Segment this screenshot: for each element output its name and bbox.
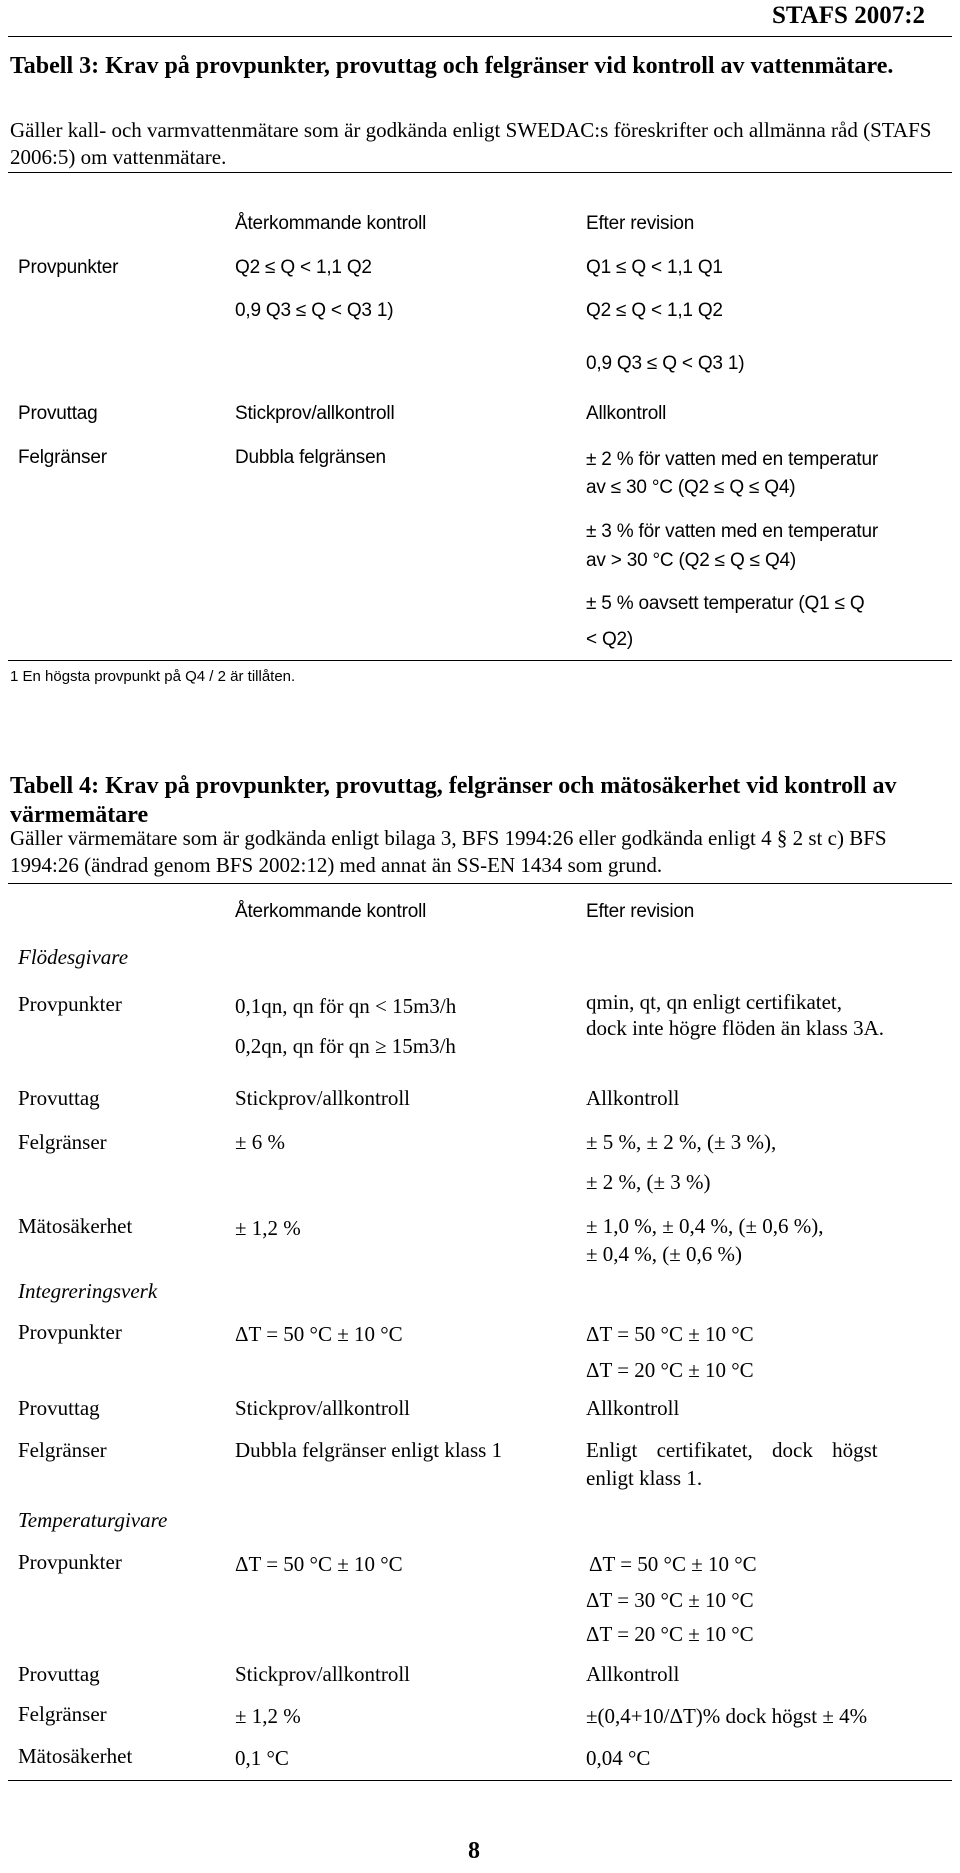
- page-number: 8: [468, 1838, 480, 1864]
- flode-revision-matosakerhet-1: ± 1,0 %, ± 0,4 %, (± 0,6 %),: [586, 1214, 824, 1238]
- table3-revision-limit-1b: av ≤ 30 °C (Q2 ≤ Q ≤ Q4): [586, 477, 796, 498]
- flode-revision-matosakerhet-2: ± 0,4 %, (± 0,6 %): [586, 1242, 743, 1266]
- temp-label-provuttag: Provuttag: [18, 1662, 100, 1686]
- table3-revision-limit-3b: < Q2): [586, 629, 634, 650]
- header-rule: [8, 36, 952, 37]
- flode-revision-felgranser-1: ± 5 %, ± 2 %, (± 3 %),: [586, 1130, 777, 1154]
- flode-recurring-point-1: 0,1qn, qn för qn < 15m3/h: [235, 994, 457, 1018]
- table3-recurring-point-2: 0,9 Q3 ≤ Q < Q3 1): [235, 300, 394, 321]
- integ-label-provuttag: Provuttag: [18, 1396, 100, 1420]
- section-heading-temperaturgivare: Temperaturgivare: [18, 1508, 168, 1532]
- table3-label-felgranser: Felgränser: [18, 447, 107, 468]
- section-heading-flodesgivare: Flödesgivare: [18, 945, 129, 969]
- integ-revision-felgranser-2: enligt klass 1.: [586, 1466, 703, 1490]
- flode-revision-point-2: dock inte högre flöden än klass 3A.: [586, 1016, 885, 1040]
- flode-revision-provuttag: Allkontroll: [586, 1086, 680, 1110]
- section-heading-integreringsverk: Integreringsverk: [18, 1279, 158, 1303]
- temp-revision-point-2: ΔT = 30 °C ± 10 °C: [586, 1588, 754, 1612]
- table3-col-recurring: Återkommande kontroll: [235, 213, 427, 234]
- table3-revision-provuttag: Allkontroll: [586, 403, 667, 424]
- table4-col-revision: Efter revision: [586, 901, 695, 922]
- table4-title: Tabell 4: Krav på provpunkter, provuttag, felgränser och mätosäkerhet vid kontroll av värmemätare: [10, 773, 897, 828]
- temp-revision-felgranser: ±(0,4+10/ΔT)% dock högst ± 4%: [586, 1704, 868, 1728]
- flode-label-provuttag: Provuttag: [18, 1086, 100, 1110]
- integ-recurring-provuttag: Stickprov/allkontroll: [235, 1396, 410, 1420]
- table3-revision-limit-2b: av > 30 °C (Q2 ≤ Q ≤ Q4): [586, 550, 797, 571]
- flode-label-matosakerhet: Mätosäkerhet: [18, 1214, 133, 1238]
- table3-revision-limit-3: ± 5 % oavsett temperatur (Q1 ≤ Q: [586, 593, 865, 614]
- flode-recurring-point-2: 0,2qn, qn för qn ≥ 15m3/h: [235, 1034, 456, 1058]
- table3-revision-point-1: Q1 ≤ Q < 1,1 Q1: [586, 257, 723, 278]
- flode-recurring-felgranser: ± 6 %: [235, 1130, 286, 1154]
- temp-recurring-matosakerhet: 0,1 °C: [235, 1746, 289, 1770]
- table3-footnote: 1 En högsta provpunkt på Q4 / 2 är tillåten.: [10, 668, 296, 685]
- flode-revision-point-1: qmin, qt, qn enligt certifikatet,: [586, 990, 843, 1014]
- flode-recurring-provuttag: Stickprov/allkontroll: [235, 1086, 410, 1110]
- table3-revision-point-3: 0,9 Q3 ≤ Q < Q3 1): [586, 353, 745, 374]
- temp-recurring-provpunkter: ΔT = 50 °C ± 10 °C: [235, 1552, 403, 1576]
- table3-revision-limit-2: ± 3 % för vatten med en temperatur: [586, 521, 878, 542]
- temp-revision-point-3: ΔT = 20 °C ± 10 °C: [586, 1622, 754, 1646]
- temp-label-felgranser: Felgränser: [18, 1702, 107, 1726]
- table3-footnote-rule: [8, 660, 952, 661]
- table3-revision-point-2: Q2 ≤ Q < 1,1 Q2: [586, 300, 723, 321]
- temp-revision-provuttag: Allkontroll: [586, 1662, 680, 1686]
- table3-label-provuttag: Provuttag: [18, 403, 98, 424]
- table3-label-provpunkter: Provpunkter: [18, 257, 119, 278]
- integ-revision-felgranser-1: Enligt certifikatet, dock högst: [586, 1438, 878, 1462]
- integ-revision-point-2: ΔT = 20 °C ± 10 °C: [586, 1358, 754, 1382]
- table3-recurring-point-1: Q2 ≤ Q < 1,1 Q2: [235, 257, 372, 278]
- integ-label-provpunkter: Provpunkter: [18, 1320, 122, 1344]
- temp-recurring-provuttag: Stickprov/allkontroll: [235, 1662, 410, 1686]
- table4-col-recurring: Återkommande kontroll: [235, 901, 427, 922]
- table3-revision-limit-1: ± 2 % för vatten med en temperatur: [586, 449, 878, 470]
- table3-top-rule: [8, 172, 952, 173]
- table4-intro: Gäller värmemätare som är godkända enligt bilaga 3, BFS 1994:26 eller godkända enligt 4 § 2 st c) BFS 1994:26 (ändrad genom BFS 2002:12) med annat än SS-EN 1434 som grund.: [10, 826, 887, 877]
- temp-label-provpunkter: Provpunkter: [18, 1550, 122, 1574]
- integ-recurring-felgranser: Dubbla felgränser enligt klass 1: [235, 1438, 503, 1462]
- integ-revision-point-1: ΔT = 50 °C ± 10 °C: [586, 1322, 754, 1346]
- integ-label-felgranser: Felgränser: [18, 1438, 107, 1462]
- flode-recurring-matosakerhet: ± 1,2 %: [235, 1216, 301, 1240]
- flode-label-felgranser: Felgränser: [18, 1130, 107, 1154]
- integ-recurring-provpunkter: ΔT = 50 °C ± 10 °C: [235, 1322, 403, 1346]
- table3-recurring-provuttag: Stickprov/allkontroll: [235, 403, 395, 424]
- table3-title: Tabell 3: Krav på provpunkter, provuttag och felgränser vid kontroll av vattenmätare.: [10, 53, 894, 79]
- document-id: STAFS 2007:2: [772, 2, 926, 29]
- table4-bottom-rule: [8, 1780, 952, 1781]
- table3-col-revision: Efter revision: [586, 213, 695, 234]
- temp-label-matosakerhet: Mätosäkerhet: [18, 1744, 133, 1768]
- integ-revision-provuttag: Allkontroll: [586, 1396, 680, 1420]
- temp-revision-matosakerhet: 0,04 °C: [586, 1746, 651, 1770]
- temp-recurring-felgranser: ± 1,2 %: [235, 1704, 301, 1728]
- flode-label-provpunkter: Provpunkter: [18, 992, 122, 1016]
- table4-top-rule: [8, 883, 952, 884]
- flode-revision-felgranser-2: ± 2 %, (± 3 %): [586, 1170, 711, 1194]
- table3-recurring-felgranser: Dubbla felgränsen: [235, 447, 386, 468]
- temp-revision-point-1: ΔT = 50 °C ± 10 °C: [589, 1552, 757, 1576]
- table3-intro: Gäller kall- och varmvattenmätare som är godkända enligt SWEDAC:s föreskrifter och allmänna råd (STAFS 2006:5) om vattenmätare.: [10, 118, 932, 169]
